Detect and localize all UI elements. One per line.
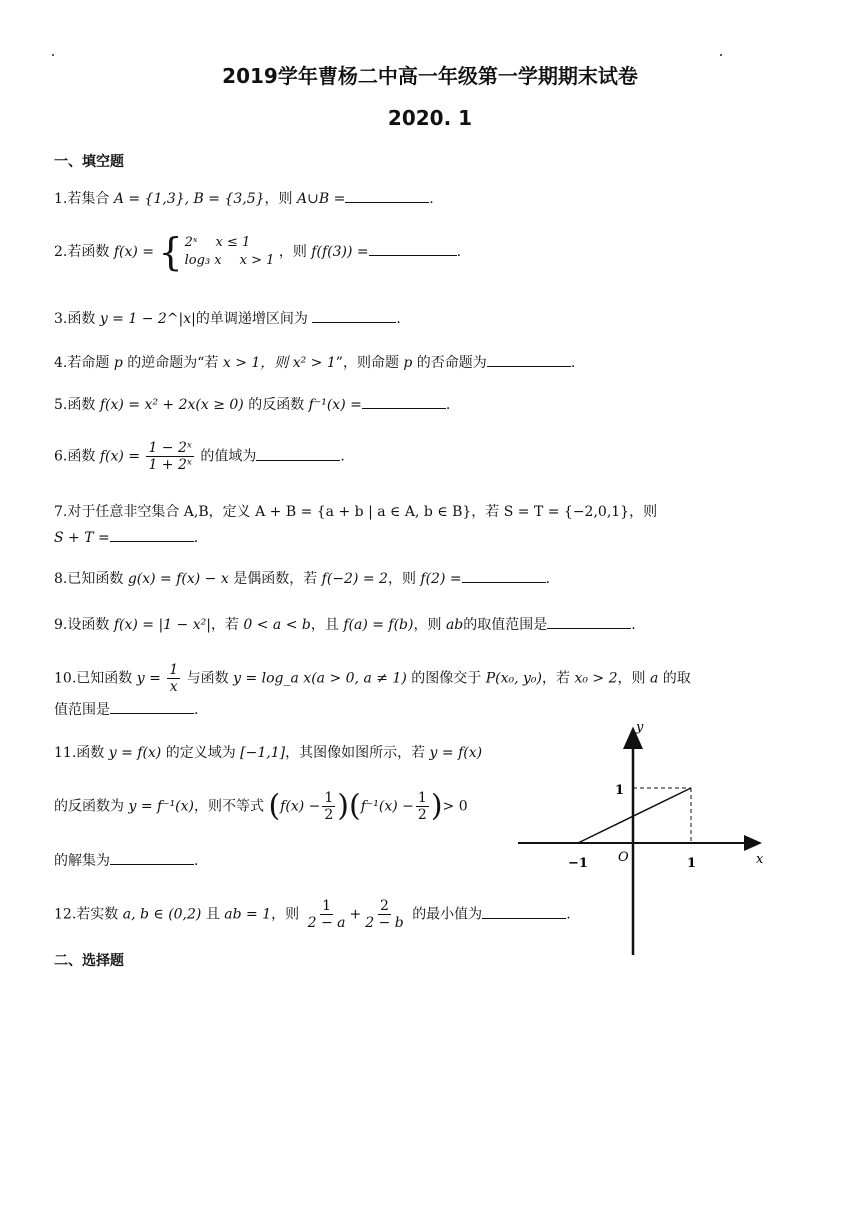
question-6: 6.函数 f(x) = $\frac{\text{1 − 2ˣ}}{\text{1 + 2ˣ}}$ 的值域为 . xyxy=(54,440,345,473)
piecewise-function: { 2ˣ x ≤ 1 log₃ x x > 1 xyxy=(158,230,275,274)
section-choice: 二、选择题 xyxy=(54,953,124,969)
exam-date: 2020. 1 xyxy=(387,106,473,130)
question-3: 3.函数 y = 1 − 2^|x|的单调递增区间为 . xyxy=(54,311,401,327)
tick-label-neg1: −1 xyxy=(568,856,588,871)
fraction-half: $\frac{1}{2}$ xyxy=(324,790,334,823)
function-graph xyxy=(510,715,780,960)
question-9: 9.设函数 f(x) = |1 − x²|，若 0 < a < b，且 f(a) = f(b)，则 ab的取值范围是 . xyxy=(54,617,636,633)
fraction-half: $\frac{1}{2}$ xyxy=(417,790,427,823)
question-10: 10.已知函数 y = $\frac{1}{x}$ 与函数 y = log_a x(a > 0, a ≠ 1) 的图像交于 P(x₀, y₀)，若 x₀ > 2，则 a 的取 值范围是 . xyxy=(54,662,691,718)
section-fill-in: 一、填空题 xyxy=(54,154,124,170)
answer-blank[interactable] xyxy=(487,354,571,367)
answer-blank[interactable] xyxy=(369,243,457,256)
function-line xyxy=(578,788,691,843)
question-1: 1.若集合 A = {1,3}, B = {3,5}，则 A∪B = . xyxy=(54,191,434,207)
question-5: 5.函数 f(x) = x² + 2x(x ≥ 0) 的反函数 f⁻¹(x) = . xyxy=(54,397,451,413)
answer-blank[interactable] xyxy=(462,570,546,583)
answer-blank[interactable] xyxy=(547,616,631,629)
fraction: $\frac{1}{2 - a}$ xyxy=(307,898,346,931)
answer-blank[interactable] xyxy=(110,852,194,865)
answer-blank[interactable] xyxy=(312,310,396,323)
question-11-line2: 的反函数为 y = f⁻¹(x)，则不等式 (f(x) − $\frac{1}{2}$ )(f⁻¹(x) − $\frac{1}{2}$ )> 0 xyxy=(54,788,468,824)
y-axis-label: y xyxy=(636,720,644,735)
scan-speck xyxy=(52,54,54,56)
answer-blank[interactable] xyxy=(345,190,429,203)
question-12: 12.若实数 a, b ∈ (0,2) 且 ab = 1，则 $\frac{1}{2 - a}$ + $\frac{2}{2 - b}$ 的最小值为 . xyxy=(54,898,571,931)
origin-label: O xyxy=(618,850,629,865)
tick-label-y1: 1 xyxy=(615,783,625,798)
scan-speck xyxy=(720,54,722,56)
answer-blank[interactable] xyxy=(362,396,446,409)
answer-blank[interactable] xyxy=(256,448,340,461)
fraction: $\frac{2}{2 - b}$ xyxy=(365,898,404,931)
answer-blank[interactable] xyxy=(110,701,194,714)
question-2: 2.若函数 f(x) = { 2ˣ x ≤ 1 log₃ x x > 1 ，则 f(f(3)) = . xyxy=(54,230,462,274)
question-11: 11.函数 y = f(x) 的定义域为 [−1,1]，其图像如图所示，若 y = f(x) xyxy=(54,745,483,761)
question-4: 4.若命题 p 的逆命题为“若 x > 1，则 x² > 1”，则命题 p 的否命题为 . xyxy=(54,355,576,371)
tick-label-1: 1 xyxy=(687,856,697,871)
fraction: $\frac{\text{1 − 2ˣ}}{\text{1 + 2ˣ}}$ xyxy=(148,440,192,473)
exam-title: 2019学年曹杨二中高一年级第一学期期末试卷 xyxy=(222,64,638,88)
x-axis-label: x xyxy=(756,852,764,867)
question-8: 8.已知函数 g(x) = f(x) − x 是偶函数，若 f(−2) = 2，则 f(2) = . xyxy=(54,571,551,587)
question-11-line3: 的解集为 . xyxy=(54,853,199,869)
answer-blank[interactable] xyxy=(110,529,194,542)
fraction: $\frac{1}{x}$ xyxy=(169,662,179,695)
question-7: 7.对于任意非空集合 A,B，定义 A + B = {a + b | a ∈ A, b ∈ B}，若 S = T = {−2,0,1}，则 S + T = . xyxy=(54,504,658,546)
